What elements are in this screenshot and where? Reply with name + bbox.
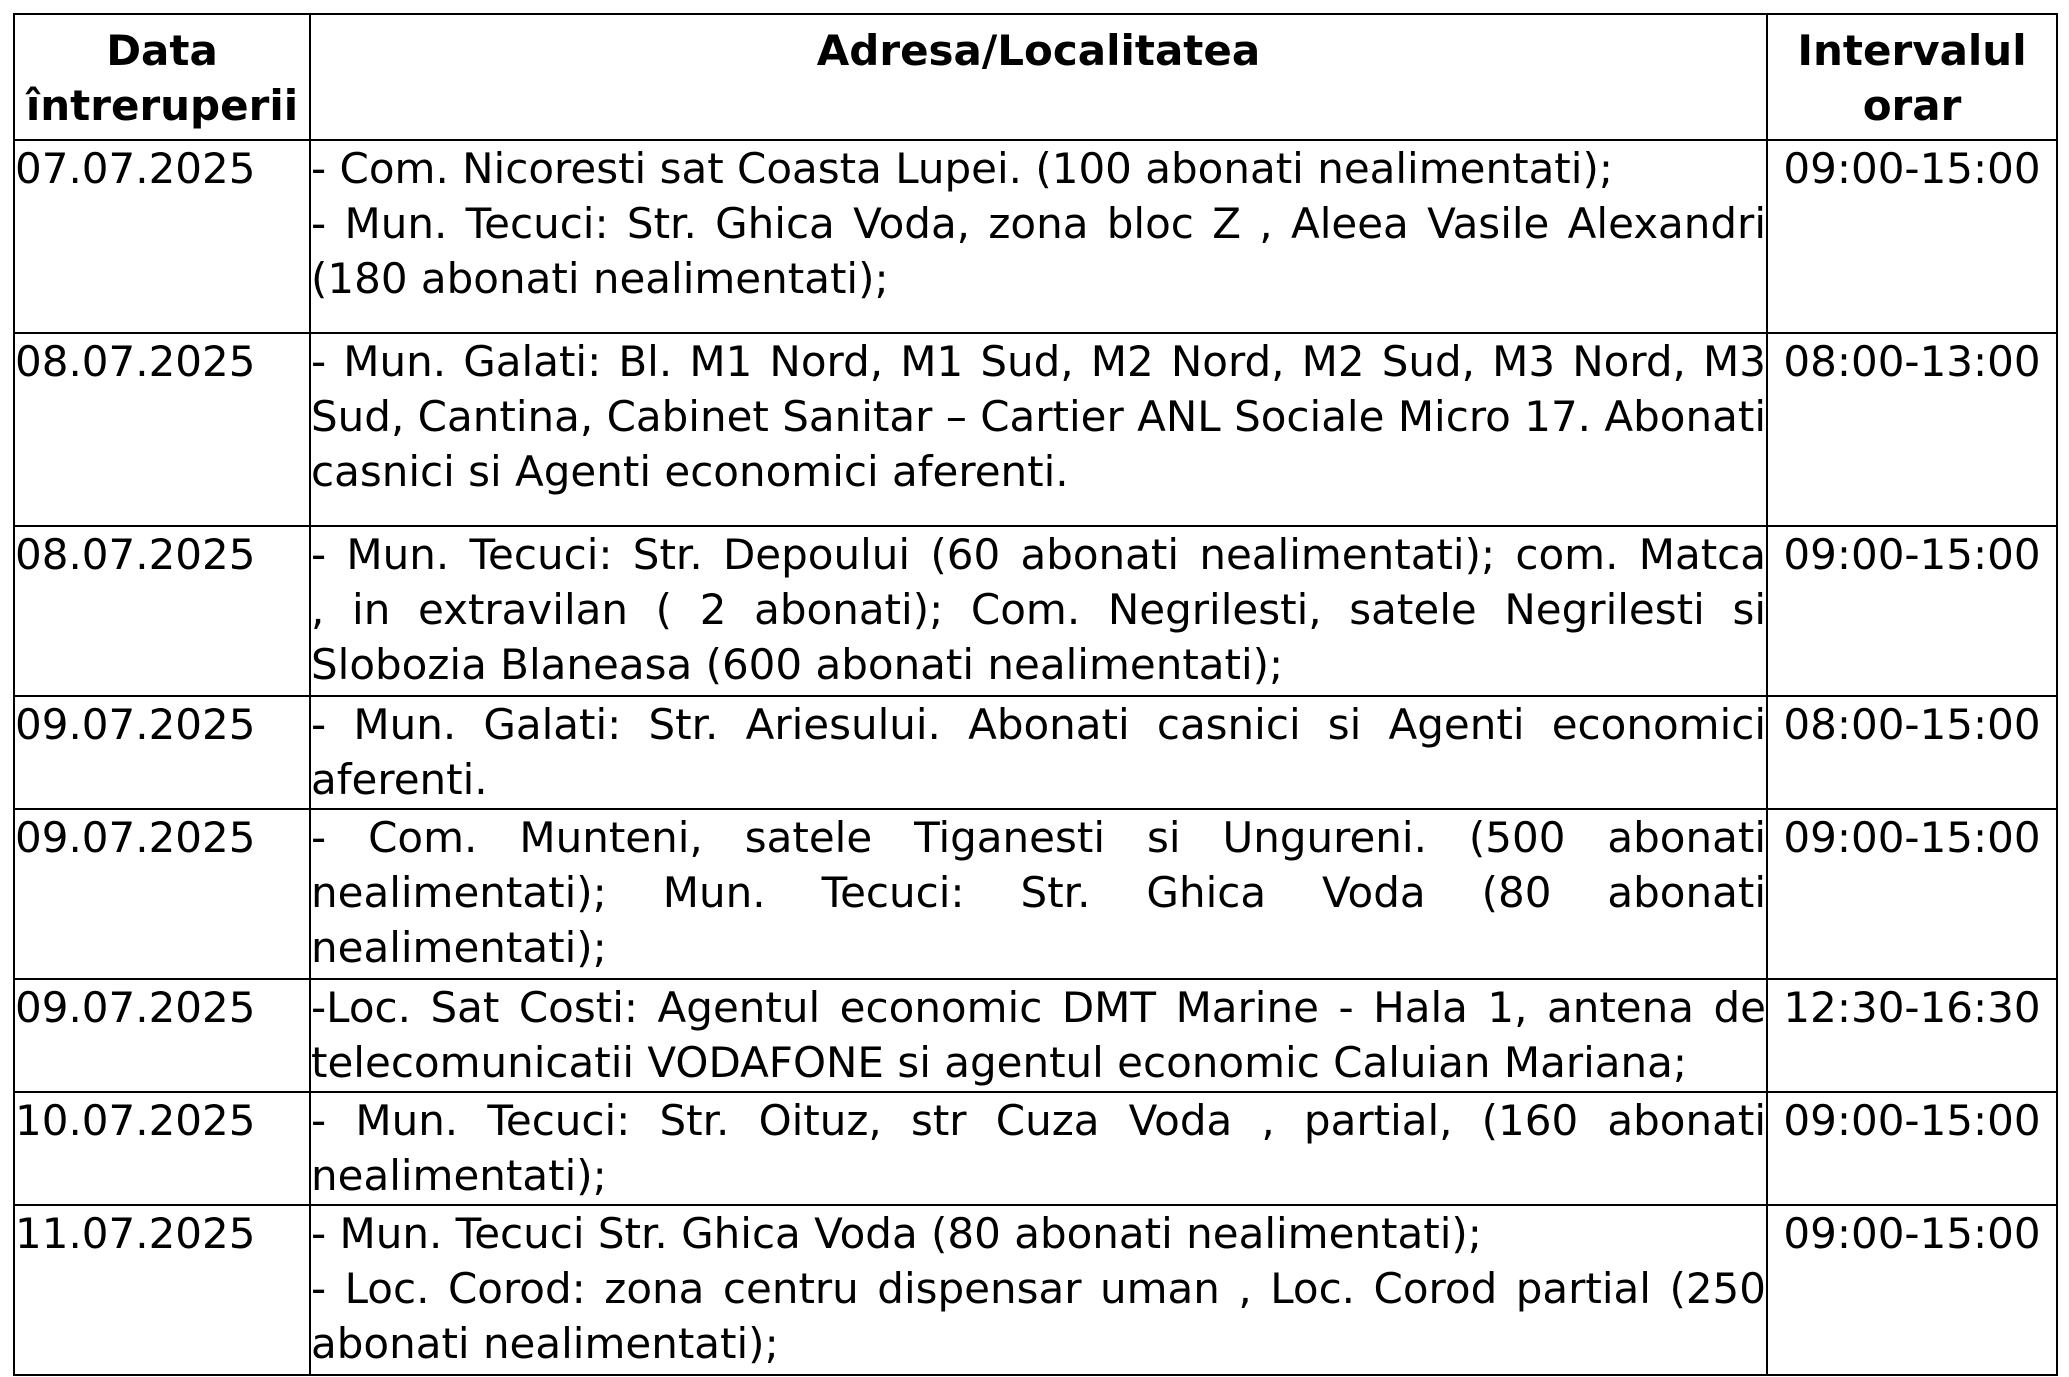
header-row (14, 14, 2057, 140)
address-line: Slobozia Blaneasa (600 abonati nealimentati); (311, 640, 1284, 689)
row-interval: 08:00-15:00 (1767, 696, 2057, 809)
row-interval: 09:00-15:00 (1767, 809, 2057, 979)
address-line: , in extravilan ( 2 abonati); Com. Negrilesti, satele Negrilesti si (311, 585, 1766, 634)
address-line: nealimentati); Mun. Tecuci: Str. Ghica Voda (80 abonati (311, 868, 1766, 917)
row-address (310, 1205, 1767, 1375)
address-line: -Loc. Sat Costi: Agentul economic DMT Marine - Hala 1, antena de (311, 983, 1766, 1032)
address-line: nealimentati); (311, 923, 607, 972)
address-line: telecomunicatii VODAFONE si agentul economic Caluian Mariana; (311, 1038, 1688, 1087)
row-date: 09.07.2025 (14, 979, 310, 1092)
row-address (310, 696, 1767, 809)
table-row (14, 696, 2057, 809)
row-address (310, 979, 1767, 1092)
row-address (310, 809, 1767, 979)
row-interval: 09:00-15:00 (1767, 1205, 2057, 1375)
header-date (14, 14, 310, 140)
outage-schedule-table (13, 13, 2058, 1376)
row-date: 09.07.2025 (14, 696, 310, 809)
row-date: 09.07.2025 (14, 809, 310, 979)
row-address (310, 333, 1767, 526)
row-date: 08.07.2025 (14, 333, 310, 526)
address-line: - Com. Munteni, satele Tiganesti si Ungureni. (500 abonati (311, 813, 1766, 862)
table-row (14, 809, 2057, 979)
table-row (14, 1092, 2057, 1205)
header-interval-line2: orar (1862, 81, 1962, 130)
header-address-label: Adresa/Localitatea (816, 26, 1261, 75)
address-line: - Mun. Tecuci: Str. Oituz, str Cuza Voda , partial, (160 abonati (311, 1096, 1766, 1145)
table-row (14, 979, 2057, 1092)
row-date: 10.07.2025 (14, 1092, 310, 1205)
header-interval (1767, 14, 2057, 140)
row-date: 08.07.2025 (14, 526, 310, 696)
address-line: - Mun. Galati: Str. Ariesului. Abonati casnici si Agenti economici (311, 700, 1766, 749)
address-line: - Mun. Tecuci: Str. Depoului (60 abonati nealimentati); com. Matca (311, 530, 1766, 579)
table-row (14, 526, 2057, 696)
address-line: - Mun. Tecuci: Str. Ghica Voda, zona bloc Z , Aleea Vasile Alexandri (311, 199, 1766, 248)
table-row (14, 1205, 2057, 1375)
row-interval: 09:00-15:00 (1767, 526, 2057, 696)
address-line: Sud, Cantina, Cabinet Sanitar – Cartier ANL Sociale Micro 17. Abonati (311, 392, 1766, 441)
header-address (310, 14, 1767, 140)
header-interval-line1: Intervalul (1797, 26, 2027, 75)
row-interval: 09:00-15:00 (1767, 1092, 2057, 1205)
row-date: 11.07.2025 (14, 1205, 310, 1375)
table-row (14, 140, 2057, 333)
row-address (310, 1092, 1767, 1205)
address-line: - Mun. Tecuci Str. Ghica Voda (80 abonati nealimentati); (311, 1209, 1482, 1258)
row-interval: 12:30-16:30 (1767, 979, 2057, 1092)
row-interval: 08:00-13:00 (1767, 333, 2057, 526)
address-line: - Com. Nicoresti sat Coasta Lupei. (100 abonati nealimentati); (311, 144, 1613, 193)
address-line: abonati nealimentati); (311, 1319, 779, 1368)
row-address (310, 526, 1767, 696)
address-line: - Mun. Galati: Bl. M1 Nord, M1 Sud, M2 Nord, M2 Sud, M3 Nord, M3 (311, 337, 1766, 386)
row-address (310, 140, 1767, 333)
row-interval: 09:00-15:00 (1767, 140, 2057, 333)
header-date-line1: Data (106, 26, 218, 75)
address-line: casnici si Agenti economici aferenti. (311, 447, 1069, 496)
address-line: (180 abonati nealimentati); (311, 254, 889, 303)
table-row (14, 333, 2057, 526)
address-line: - Loc. Corod: zona centru dispensar uman , Loc. Corod partial (250 (311, 1264, 1766, 1313)
address-line: aferenti. (311, 755, 488, 804)
row-date: 07.07.2025 (14, 140, 310, 333)
address-line: nealimentati); (311, 1151, 607, 1200)
header-date-line2: întreruperii (25, 81, 299, 130)
